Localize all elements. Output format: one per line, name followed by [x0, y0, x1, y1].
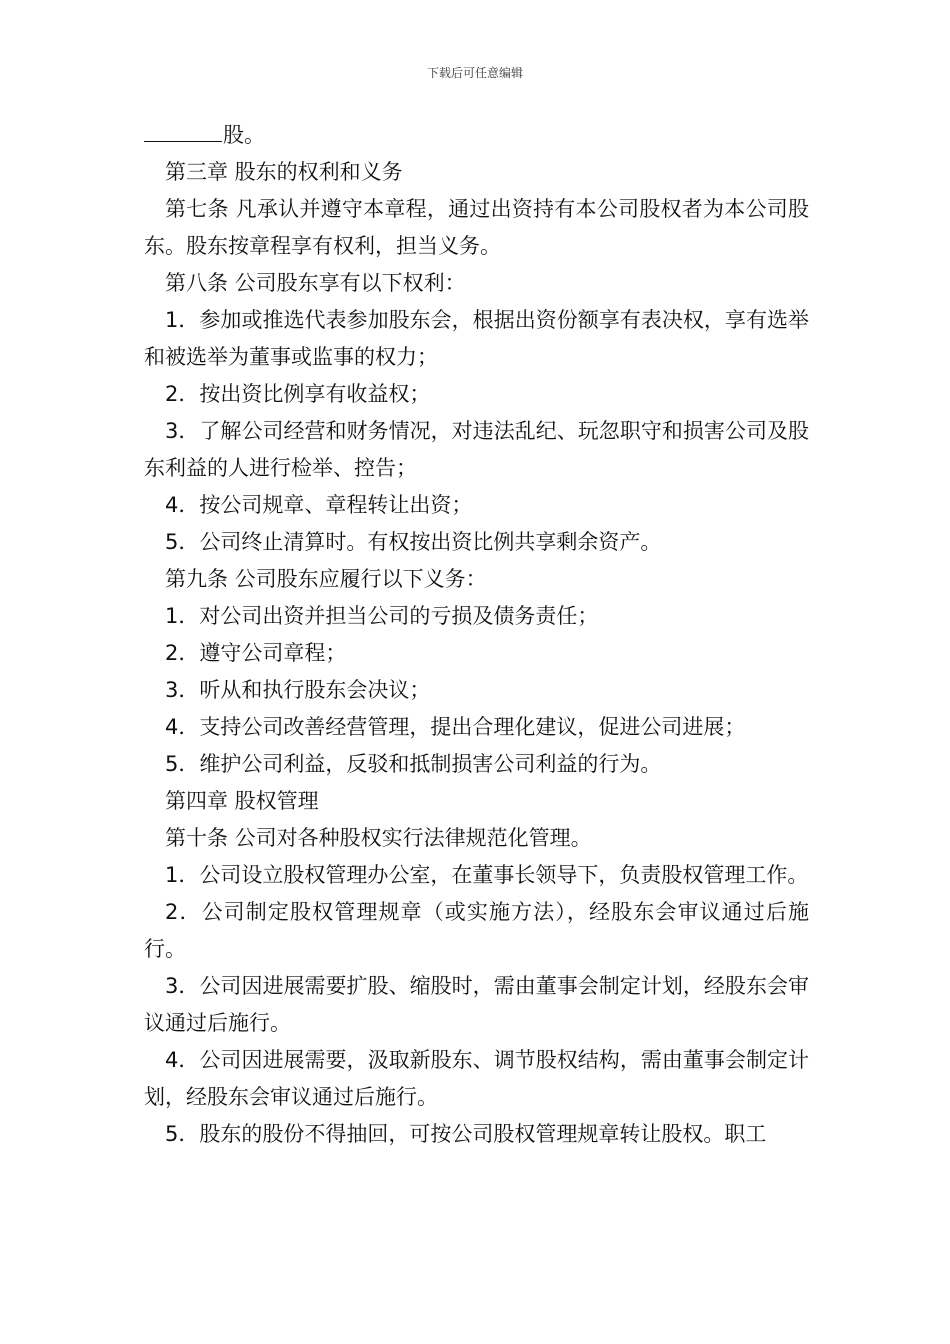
page-header: 下载后可任意编辑: [426, 66, 523, 80]
article-10-item-3: 3．公司因进展需要扩股、缩股时，需由董事会制定计划，经股东会审议通过后施行。: [144, 974, 809, 1035]
article-9-item-1: 1．对公司出资并担当公司的亏损及债务责任；: [165, 604, 599, 628]
article-8-item-1: 1．参加或推选代表参加股东会，根据出资份额享有表决权，享有选举和被选举为董事或监事的权力；: [144, 308, 809, 369]
share-suffix: 股。: [223, 123, 265, 147]
document-body: [144, 117, 809, 1153]
article-8-item-2: 2．按出资比例享有收益权；: [165, 382, 431, 406]
article-10-item-5: 5．股东的股份不得抽回，可按公司股权管理规章转让股权。职工: [165, 1122, 767, 1146]
article-10-item-2: 2．公司制定股权管理规章（或实施方法），经股东会审议通过后施行。: [144, 900, 809, 961]
article-9-item-3: 3．听从和执行股东会决议；: [165, 678, 431, 702]
article-8-item-5: 5．公司终止清算时。有权按出资比例共享剩余资产。: [165, 530, 662, 554]
article-10-item-4: 4．公司因进展需要，汲取新股东、调节股权结构，需由董事会制定计划，经股东会审议通过后施行。: [144, 1048, 809, 1109]
article-9-item-4: 4．支持公司改善经营管理，提出合理化建议，促进公司进展；: [165, 715, 746, 739]
paragraph-share-count: [144, 117, 809, 154]
article-9-item-2: 2．遵守公司章程；: [165, 641, 347, 665]
fill-in-blank: [144, 123, 222, 142]
chapter-4-heading: 第四章 股权管理: [165, 789, 319, 813]
article-8-item-3: 3．了解公司经营和财务情况，对违法乱纪、玩忽职守和损害公司及股东利益的人进行检举、控告；: [144, 419, 809, 480]
article-9-heading: 第九条 公司股东应履行以下义务：: [165, 567, 487, 591]
article-8-item-4: 4．按公司规章、章程转让出资；: [165, 493, 473, 517]
article-7: 第七条 凡承认并遵守本章程，通过出资持有本公司股权者为本公司股东。股东按章程享有权利，担当义务。: [144, 197, 809, 258]
article-9-item-5: 5．维护公司利益，反驳和抵制损害公司利益的行为。: [165, 752, 662, 776]
article-8-heading: 第八条 公司股东享有以下权利：: [165, 271, 466, 295]
article-10-heading: 第十条 公司对各种股权实行法律规范化管理。: [165, 826, 592, 850]
chapter-3-heading: 第三章 股东的权利和义务: [165, 160, 403, 184]
article-10-item-1: 1．公司设立股权管理办公室，在董事长领导下，负责股权管理工作。: [165, 863, 809, 887]
